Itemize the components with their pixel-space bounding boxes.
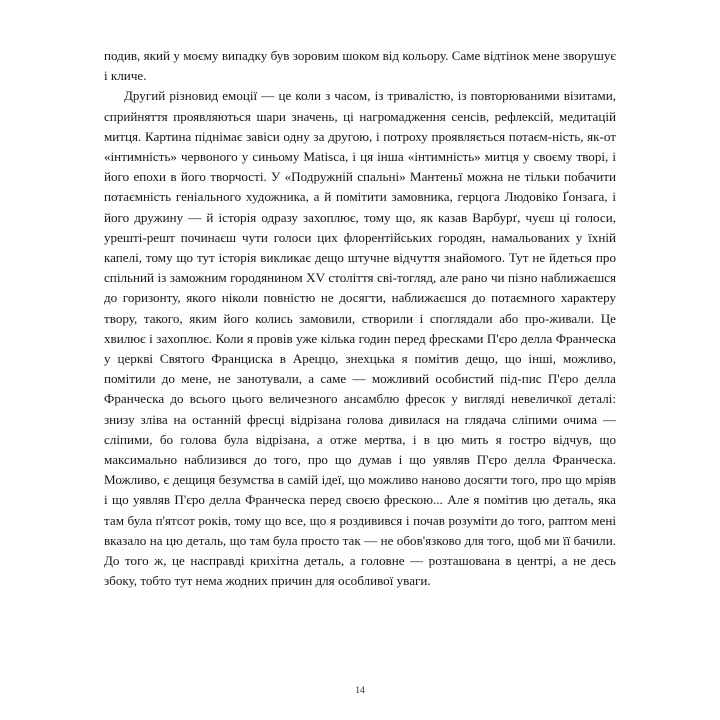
paragraph: подив, який у моєму випадку був зоровим шоком від кольору. Саме відтінок мене зворушує і кличе. [104, 48, 616, 84]
page-number: 14 [355, 686, 365, 696]
paragraph: Другий різновид емоції — це коли з часом, із тривалістю, із повторюваними візитами, сприйняття проявляються шари значень, ці нагромадження сенсів, рефлексій, медитацій митця. Картина піднімає завіси одну за другою, і потроху проявляється потаєм-ність, як-от «інтимність» червоного у синьому Matisса, і ця інша «інтимність» митця у своєму творі, і його епохи в його творчості. У «Подружній спальні» Мантеньї можна не тільки побачити потаємність геніального художника, а й помітити замовника, герцога Людовіко Ґонзага, і його дружину — й історія одразу захоплює, тому що, як казав Варбурґ, чуєш ці голоси, урешті-решт починаєш чути голоси цих флорентійських городян, намальованих у їхній капелі, тому що тут історія викликає дещо штучне відчуття знайомого. Тут не йдеться про спільний із заможним городянином XV століття сві-тогляд, але рано чи пізно наближаєшся до горизонту, якого ніколи повністю не досягти, наближаєшся до потаємного характеру твору, такого, яким його колись замовили, створили і споглядали або про-живали. Це хвилює і захоплює. Коли я провів уже кілька годин перед фресками П'єро делла Франческа у церкві Святого Франциска в Ареццо, знехцька я помітив дещо, що інші, можливо, помітили до мене, не занотували, а саме — можливий особистий під-пис П'єро делла Франческа до всього цього величезного ансамблю фресок у вигляді невеличкої деталі: знизу зліва на останній фресці відрізана голова дивилася на глядача сліпими очима — сліпими, бо голова була відрізана, а отже мертва, і в цю мить я гостро відчув, що максимально наблизився до того, про що думав і що уявляв П'єро делла Франческа. Можливо, є дещиця безумства в самій ідеї, що можливо наново досягти того, про що мріяв і що уявляв П'єро делла Франческа перед своєю фрескою... Але я помітив цю деталь, яка там була п'ятсот років, тому що все, що я роздивився і почав розуміти до того, раптом мені вказало на цю деталь, що там була просто так — не обов'язково для того, щоб ми її бачили. До того ж, це насправді крихітна деталь, а головне — розташована в центрі, а не десь збоку, тобто тут нема жодних причин для особливої уваги. [104, 88, 616, 589]
page-body [104, 46, 616, 591]
